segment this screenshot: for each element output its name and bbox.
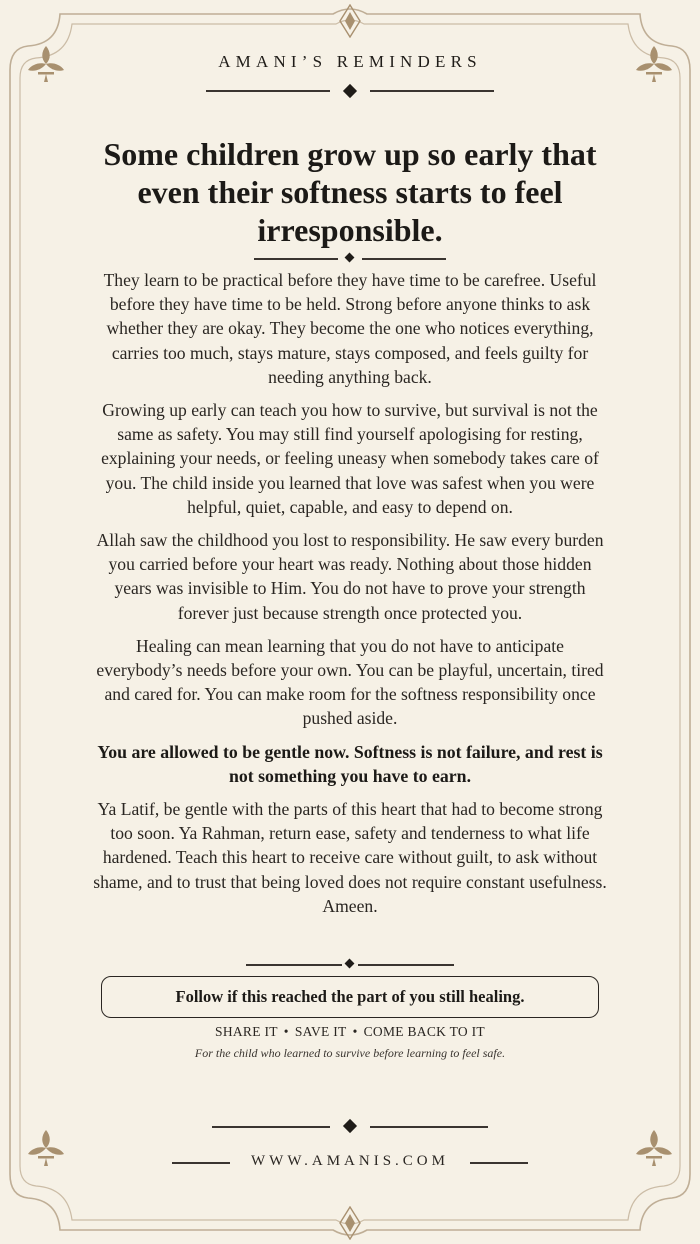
closing-divider-right [358, 964, 454, 966]
paragraph-3: Allah saw the childhood you lost to responsibility. He saw every burden you carried before your heart was ready. Nothing about those hidden years was invisible to Him. You do not have to prove your strength forever just because strength once protected you. [96, 530, 604, 623]
follow-cta-button[interactable] [101, 976, 599, 1018]
paragraph-2: Growing up early can teach you how to survive, but survival is not the same as safety. You may still find yourself apologising for resting, explaining your needs, or feeling uneasy when somebody takes care of you. The child inside you learned that love was safest when you were helpful, quiet, capable, and easy to depend on. [101, 400, 599, 517]
top-diamond-ornament-icon [338, 4, 362, 38]
emphasis-statement: You are allowed to be gentle now. Softness is not failure, and rest is not something you have to earn. [97, 741, 603, 786]
footer-divider-left [212, 1126, 330, 1128]
post-body [92, 268, 608, 927]
post-title: Some children grow up so early that even their softness starts to feel irresponsible. [103, 136, 597, 248]
action-links [0, 1024, 700, 1040]
website-url[interactable]: WWW.AMANIS.COM [251, 1153, 449, 1169]
bottom-diamond-ornament-icon [338, 1206, 362, 1240]
paragraph-1: They learn to be practical before they have time to be carefree. Useful before they have time to be held. Strong before anyone thinks to ask whether they are okay. They become the one who notices everything, carries too much, stays mature, stays composed, and feels guilty for needing anything back. [103, 270, 597, 387]
closing-subtext: For the child who learned to survive before learning to feel safe. [194, 1046, 506, 1060]
closing-divider-left [246, 964, 342, 966]
come-back-link[interactable]: COME BACK TO IT [363, 1024, 485, 1039]
save-link[interactable]: SAVE IT [294, 1024, 347, 1039]
dua-paragraph: Ya Latif, be gentle with the parts of this heart that had to become strong too soon. Ya Rahman, return ease, safety and tenderness to what life hardened. Teach this heart to receive care without guilt, to ask without shame, and to trust that being loved does not require constant usefulness. Ameen. [93, 799, 607, 916]
header-divider-left [206, 90, 330, 92]
separator: • [352, 1024, 358, 1039]
paragraph-4: Healing can mean learning that you do not have to anticipate everybody’s needs before your own. You can be playful, uncertain, tired and cared for. You can make room for the softness responsibility once pushed aside. [96, 635, 604, 729]
share-link[interactable]: SHARE IT [215, 1024, 278, 1039]
header-divider-right [370, 90, 494, 92]
brand-title: AMANI’S REMINDERS [218, 52, 482, 71]
follow-cta-label: Follow if this reached the part of you still healing. [175, 987, 525, 1006]
url-divider-right [470, 1162, 528, 1164]
separator: • [283, 1024, 289, 1039]
title-divider-left [254, 258, 338, 260]
footer-divider-right [370, 1126, 488, 1128]
title-divider-right [362, 258, 446, 260]
